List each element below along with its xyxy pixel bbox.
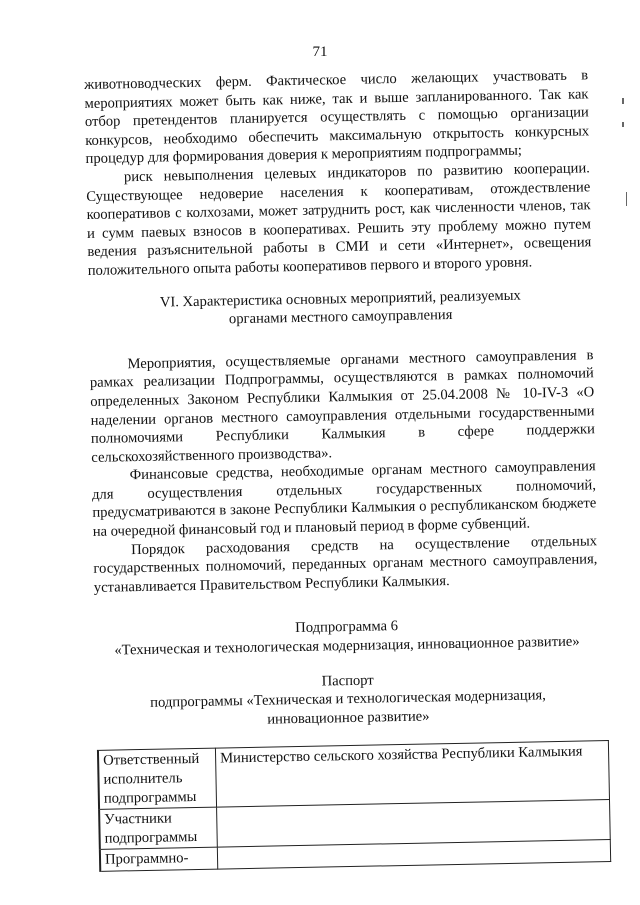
passport-subtitle: инновационное развитие» xyxy=(267,708,430,728)
passport-title: Паспорт xyxy=(321,672,374,690)
passport-heading xyxy=(96,667,601,732)
paragraph: животноводческих ферм. Фактическое число желающих участвовать в мероприятиях может быть как ниже, так и выше запланированного. Так как отбор претендентов планируется осуществлять с помощью организации конкурсов, необходимо обеспечить максимальную открытость конкурсных процедур для формирования доверия к мероприятиям подпрограммы; xyxy=(84,67,590,168)
table-row xyxy=(98,741,610,810)
table-cell-label: Участники подпрограммы xyxy=(99,807,217,849)
table-cell-label: Ответственный исполнитель подпрограммы xyxy=(98,749,217,810)
passport-table xyxy=(97,740,611,871)
scan-mark xyxy=(622,98,624,104)
table-cell-value: Министерство сельского хозяйства Республики Калмыкия xyxy=(215,741,609,807)
section-heading xyxy=(88,285,593,332)
subprogram-number: Подпрограмма 6 xyxy=(295,618,399,637)
paragraph: Порядок расходования средств на осуществление отдельных государственных полномочий, переданных органам местного самоуправления, устанавливается Правительством Республики Калмыкия. xyxy=(93,532,598,596)
subprogram-title: «Техническая и технологическая модернизация, инновационное развитие» xyxy=(114,633,580,659)
document-body xyxy=(84,66,603,871)
section-body xyxy=(89,346,598,597)
section-heading-line: VI. Характеристика основных мероприятий, реализуемых xyxy=(159,287,521,311)
section-heading-line: органами местного самоуправления xyxy=(228,307,453,328)
paragraph: Мероприятия, осуществляемые органами местного самоуправления в рамках реализации Подпрограммы, осуществляются в рамках полномочий определенных Законом Республики Калмыкия от 25.04.2008 № 10-IV-З «О наделении органов местного самоуправления отдельными государственными полномочиями Республики Калмыкия в сфере поддержки сельскохозяйственного производства». xyxy=(89,346,596,466)
scan-mark xyxy=(626,192,627,206)
scan-mark xyxy=(622,122,624,127)
subprogram-heading xyxy=(95,614,600,661)
page-number: 71 xyxy=(312,44,328,60)
table-cell-label: Программно- xyxy=(100,847,218,871)
paragraph: риск невыполнения целевых индикаторов по развитию кооперации. Существующее недоверие населения к кооперативам, отождествление кооперативов с колхозами, может затруднить рост, как численности членов, так и сумм паевых взносов в кооперативах. Решить эту проблему можно путем ведения разъяснительной работы в СМИ и сети «Интернет», освещения положительного опыта работы кооперативов первого и второго уровня. xyxy=(86,160,592,279)
passport-subtitle: подпрограммы «Техническая и технологическая модернизация, xyxy=(150,687,546,712)
paragraph: Финансовые средства, необходимые органам местного самоуправления для осуществления отдельных государственных полномочий, предусматриваются в законе Республики Калмыкия о республиканском бюджете на очередной финансовый год и плановый период в форме субвенций. xyxy=(91,458,597,540)
